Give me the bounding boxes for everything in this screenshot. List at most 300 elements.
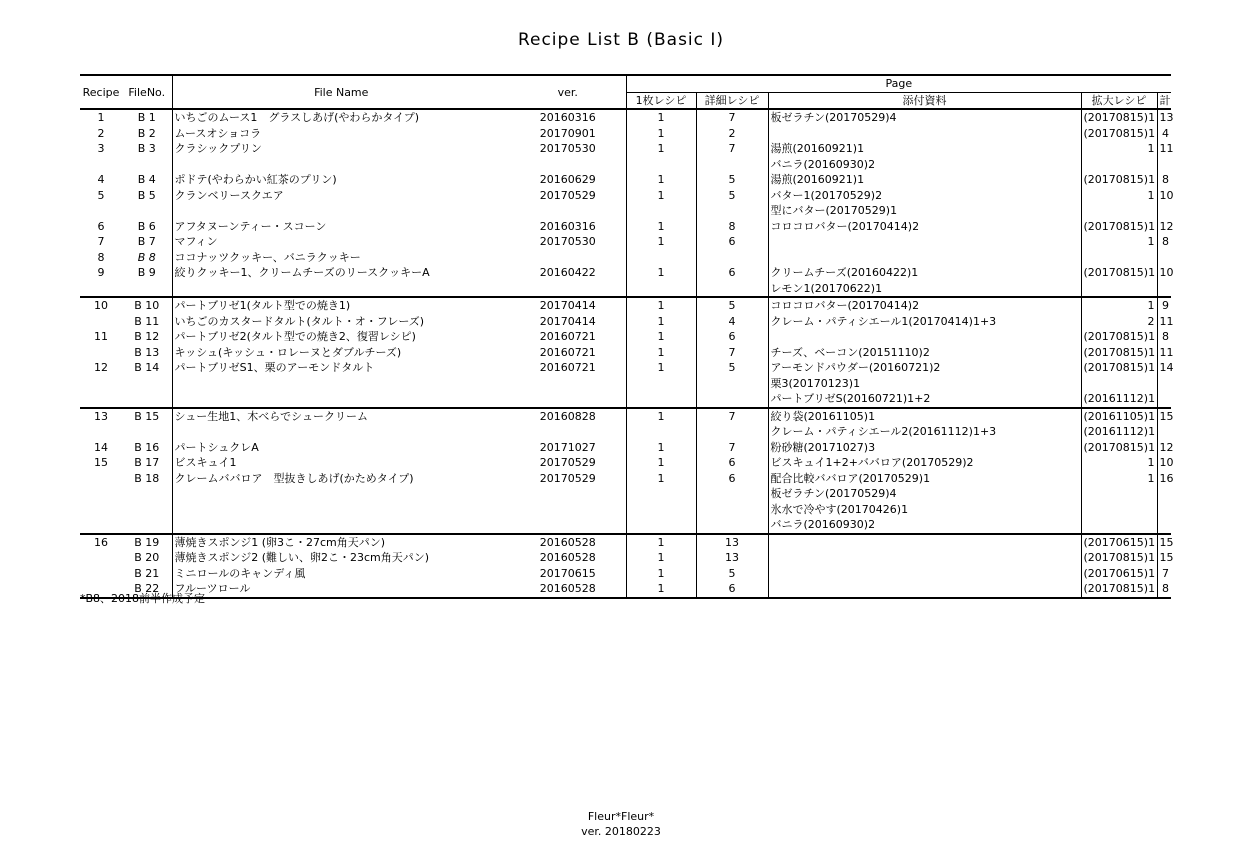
header-ver: ver.: [510, 75, 626, 109]
detail-recipe-pages-cell: 6: [696, 455, 768, 471]
single-recipe-pages-cell: 1: [626, 297, 696, 314]
detail-recipe-pages-cell: 5: [696, 297, 768, 314]
footer-version: ver. 20180223: [581, 825, 661, 838]
file-number-cell: B 12: [134, 330, 160, 344]
file-name-cell: [172, 281, 510, 298]
single-recipe-pages-cell: 1: [626, 534, 696, 551]
version-cell: [510, 517, 626, 534]
attachment-cell: [768, 566, 1081, 582]
detail-recipe-pages-cell: 5: [696, 172, 768, 188]
detail-recipe-pages-cell: [696, 157, 768, 173]
version-cell: 20170529: [539, 456, 596, 470]
attachment-cell: 板ゼラチン(20170529)4: [768, 486, 1081, 502]
attachment-cell: 板ゼラチン(20170529)4: [768, 109, 1081, 126]
file-name-cell: [172, 203, 510, 219]
file-name-cell: ムースオショコラ: [172, 126, 510, 142]
version-cell: 20160721: [539, 345, 596, 359]
recipe-number-cell: [80, 471, 122, 487]
file-name-cell: [172, 376, 510, 392]
detail-recipe-pages-cell: [696, 281, 768, 298]
total-pages-cell: 10: [1157, 455, 1171, 471]
file-number-cell: [122, 203, 172, 219]
file-name-cell: [172, 517, 510, 534]
detail-recipe-pages-cell: 5: [696, 360, 768, 376]
expanded-recipe-cell: (20170815)1: [1081, 581, 1157, 598]
single-recipe-pages-cell: 1: [626, 314, 696, 330]
recipe-number-cell: [80, 376, 122, 392]
footnote: *B8、2018前半作成予定: [80, 592, 206, 605]
recipe-number-cell: 1: [80, 109, 122, 126]
single-recipe-pages-cell: 1: [626, 440, 696, 456]
table-row: [80, 345, 1171, 361]
recipe-number-cell: [80, 566, 122, 582]
version-cell: 20171027: [539, 440, 596, 454]
attachment-cell: [768, 581, 1081, 598]
total-pages-cell: [1157, 203, 1171, 219]
total-pages-cell: 8: [1157, 172, 1171, 188]
expanded-recipe-cell: 1: [1081, 234, 1157, 250]
total-pages-cell: 8: [1157, 329, 1171, 345]
file-number-cell: [122, 157, 172, 173]
file-number-cell: B 19: [122, 534, 172, 551]
attachment-cell: クリームチーズ(20160422)1: [768, 265, 1081, 281]
header-file-name: File Name: [172, 75, 510, 109]
table-row: [80, 109, 1171, 126]
version-cell: 20160721: [539, 330, 596, 344]
detail-recipe-pages-cell: [696, 502, 768, 518]
attachment-cell: クレーム・パティシエール2(20161112)1+3: [768, 424, 1081, 440]
version-cell: 20170530: [539, 142, 596, 156]
file-name-cell: パートシュクレA: [172, 440, 510, 456]
expanded-recipe-cell: (20161112)1: [1081, 391, 1157, 408]
expanded-recipe-cell: (20170815)1: [1081, 440, 1157, 456]
table-row: [80, 203, 1171, 219]
version-cell: [510, 376, 626, 392]
file-name-cell: [172, 502, 510, 518]
attachment-cell: コロコロバター(20170414)2: [768, 297, 1081, 314]
recipe-number-cell: 5: [97, 188, 105, 202]
file-number-cell: [122, 517, 172, 534]
file-number-cell: B 8: [137, 250, 156, 264]
single-recipe-pages-cell: [626, 250, 696, 266]
recipe-number-cell: [80, 203, 122, 219]
file-number-cell: [122, 486, 172, 502]
table-row: [80, 314, 1171, 330]
single-recipe-pages-cell: 1: [626, 219, 696, 235]
total-pages-cell: [1157, 502, 1171, 518]
table-row: [80, 329, 1171, 345]
file-name-cell: いちごのムース1 グラスしあげ(やわらかタイプ): [172, 109, 510, 126]
recipe-number-cell: [80, 424, 122, 440]
table-row: [80, 157, 1171, 173]
recipe-number-cell: 13: [80, 408, 122, 425]
detail-recipe-pages-cell: 7: [696, 345, 768, 361]
total-pages-cell: [1157, 391, 1171, 408]
total-pages-cell: [1157, 424, 1171, 440]
expanded-recipe-cell: (20170815)1: [1081, 345, 1157, 361]
version-cell: 20170901: [539, 126, 596, 140]
expanded-recipe-cell: [1081, 517, 1157, 534]
single-recipe-pages-cell: [626, 203, 696, 219]
total-pages-cell: 16: [1157, 471, 1171, 487]
expanded-recipe-cell: (20170815)1: [1081, 219, 1157, 235]
version-cell: [510, 502, 626, 518]
expanded-recipe-cell: (20170815)1: [1081, 550, 1157, 566]
file-number-cell: B 4: [137, 173, 156, 187]
total-pages-cell: 11: [1157, 314, 1171, 330]
version-cell: 20160721: [539, 361, 596, 375]
header-file-no: FileNo.: [122, 75, 172, 109]
single-recipe-pages-cell: 1: [626, 408, 696, 425]
header-total: 計: [1157, 92, 1171, 109]
file-name-cell: [172, 486, 510, 502]
table-row: [80, 391, 1171, 408]
single-recipe-pages-cell: 1: [626, 566, 696, 582]
detail-recipe-pages-cell: 7: [696, 408, 768, 425]
single-recipe-pages-cell: 1: [626, 188, 696, 204]
file-name-cell: [172, 391, 510, 408]
expanded-recipe-cell: [1081, 203, 1157, 219]
detail-recipe-pages-cell: [696, 203, 768, 219]
file-number-cell: [122, 424, 172, 440]
detail-recipe-pages-cell: 7: [696, 440, 768, 456]
attachment-cell: ビスキュイ1+2+ババロア(20170529)2: [768, 455, 1081, 471]
table-row: [80, 440, 1171, 456]
table-row: [80, 502, 1171, 518]
attachment-cell: [768, 534, 1081, 551]
table-row: [80, 172, 1171, 188]
file-name-cell: 薄焼きスポンジ1 (卵3こ・27cm角天パン): [172, 534, 510, 551]
total-pages-cell: 13: [1157, 109, 1171, 126]
attachment-cell: パートブリゼS(20160721)1+2: [768, 391, 1081, 408]
file-name-cell: 絞りクッキー1、クリームチーズのリースクッキーA: [172, 265, 510, 281]
attachment-cell: 粉砂糖(20171027)3: [768, 440, 1081, 456]
file-name-cell: パートブリゼ2(タルト型での焼き2、復習レシピ): [172, 329, 510, 345]
recipe-number-cell: 2: [97, 126, 105, 140]
file-number-cell: B 7: [137, 235, 156, 249]
table-row: [80, 126, 1171, 142]
detail-recipe-pages-cell: 7: [696, 109, 768, 126]
single-recipe-pages-cell: 1: [626, 329, 696, 345]
recipe-number-cell: [80, 157, 122, 173]
recipe-number-cell: [80, 391, 122, 408]
detail-recipe-pages-cell: [696, 424, 768, 440]
file-number-cell: [122, 502, 172, 518]
attachment-cell: チーズ、ベーコン(20151110)2: [768, 345, 1081, 361]
total-pages-cell: [1157, 517, 1171, 534]
recipe-number-cell: 3: [97, 142, 105, 156]
header-detail-recipe: 詳細レシピ: [696, 92, 768, 109]
attachment-cell: クレーム・パティシエール1(20170414)1+3: [768, 314, 1081, 330]
file-name-cell: ビスキュイ1: [172, 455, 510, 471]
expanded-recipe-cell: (20170815)1: [1081, 172, 1157, 188]
recipe-number-cell: [80, 550, 122, 566]
version-cell: 20160316: [510, 109, 626, 126]
file-number-cell: B 5: [137, 188, 156, 202]
total-pages-cell: [1157, 250, 1171, 266]
table-row: [80, 297, 1171, 314]
detail-recipe-pages-cell: 5: [696, 188, 768, 204]
expanded-recipe-cell: 1: [1081, 471, 1157, 487]
attachment-cell: [768, 329, 1081, 345]
file-number-cell: B 2: [137, 126, 156, 140]
file-number-cell: B 16: [134, 440, 160, 454]
file-name-cell: 薄焼きスポンジ2 (難しい、卵2こ・23cm角天パン): [172, 550, 510, 566]
single-recipe-pages-cell: [626, 486, 696, 502]
file-number-cell: B 13: [134, 345, 160, 359]
single-recipe-pages-cell: 1: [626, 172, 696, 188]
expanded-recipe-cell: [1081, 157, 1157, 173]
file-number-cell: B 14: [134, 361, 160, 375]
total-pages-cell: [1157, 157, 1171, 173]
file-name-cell: ココナッツクッキー、バニラクッキー: [172, 250, 510, 266]
version-cell: 20160528: [510, 581, 626, 598]
version-cell: [510, 250, 626, 266]
file-name-cell: パートブリゼ1(タルト型での焼き1): [172, 297, 510, 314]
recipe-number-cell: 6: [97, 219, 105, 233]
table-row: [80, 250, 1171, 266]
expanded-recipe-cell: (20170815)1: [1081, 360, 1157, 376]
total-pages-cell: [1157, 281, 1171, 298]
recipe-number-cell: 11: [94, 330, 108, 344]
expanded-recipe-cell: 1: [1081, 455, 1157, 471]
file-name-cell: [172, 157, 510, 173]
file-name-cell: ポドテ(やわらかい紅茶のプリン): [172, 172, 510, 188]
total-pages-cell: 8: [1157, 234, 1171, 250]
file-number-cell: B 22: [122, 581, 172, 598]
header-expanded-recipe: 拡大レシピ: [1081, 92, 1157, 109]
expanded-recipe-cell: 1: [1081, 297, 1157, 314]
attachment-cell: 湯煎(20160921)1: [768, 141, 1081, 157]
file-number-cell: B 6: [137, 219, 156, 233]
expanded-recipe-cell: [1081, 502, 1157, 518]
attachment-cell: [768, 550, 1081, 566]
recipe-number-cell: 8: [97, 250, 105, 264]
detail-recipe-pages-cell: 6: [696, 471, 768, 487]
single-recipe-pages-cell: [626, 281, 696, 298]
file-name-cell: クラシックプリン: [172, 141, 510, 157]
attachment-cell: [768, 250, 1081, 266]
total-pages-cell: 15: [1157, 534, 1171, 551]
detail-recipe-pages-cell: 13: [696, 534, 768, 551]
recipe-number-cell: 7: [97, 235, 105, 249]
single-recipe-pages-cell: [626, 157, 696, 173]
file-number-cell: [122, 281, 172, 298]
file-number-cell: B 3: [137, 142, 156, 156]
table-row: [80, 265, 1171, 281]
expanded-recipe-cell: (20170815)1: [1081, 126, 1157, 142]
expanded-recipe-cell: (20170815)1: [1081, 265, 1157, 281]
table-row: [80, 219, 1171, 235]
total-pages-cell: 8: [1157, 581, 1171, 598]
detail-recipe-pages-cell: [696, 250, 768, 266]
attachment-cell: 湯煎(20160921)1: [768, 172, 1081, 188]
detail-recipe-pages-cell: 6: [696, 234, 768, 250]
detail-recipe-pages-cell: 8: [696, 219, 768, 235]
total-pages-cell: [1157, 486, 1171, 502]
file-number-cell: B 17: [134, 456, 160, 470]
detail-recipe-pages-cell: 6: [696, 581, 768, 598]
expanded-recipe-cell: (20170615)1: [1081, 534, 1157, 551]
file-name-cell: キッシュ(キッシュ・ロレーヌとダブルチーズ): [172, 345, 510, 361]
table-row: [80, 550, 1171, 566]
detail-recipe-pages-cell: [696, 376, 768, 392]
footer-brand: Fleur*Fleur*: [587, 810, 655, 823]
table-row: [80, 486, 1171, 502]
total-pages-cell: 14: [1157, 360, 1171, 376]
file-number-cell: B 15: [122, 408, 172, 425]
expanded-recipe-cell: [1081, 250, 1157, 266]
total-pages-cell: 10: [1157, 265, 1171, 281]
expanded-recipe-cell: (20170815)1: [1081, 329, 1157, 345]
single-recipe-pages-cell: 1: [626, 109, 696, 126]
recipe-number-cell: 15: [94, 456, 108, 470]
attachment-cell: 配合比較ババロア(20170529)1: [768, 471, 1081, 487]
version-cell: 20170615: [539, 566, 596, 580]
single-recipe-pages-cell: 1: [626, 126, 696, 142]
total-pages-cell: 12: [1157, 219, 1171, 235]
expanded-recipe-cell: (20161105)1: [1081, 408, 1157, 425]
attachment-cell: バター1(20170529)2: [768, 188, 1081, 204]
recipe-number-cell: 9: [97, 266, 105, 280]
version-cell: [510, 424, 626, 440]
attachment-cell: バニラ(20160930)2: [768, 157, 1081, 173]
total-pages-cell: 11: [1157, 141, 1171, 157]
single-recipe-pages-cell: 1: [626, 471, 696, 487]
expanded-recipe-cell: 1: [1081, 141, 1157, 157]
table-row: [80, 234, 1171, 250]
detail-recipe-pages-cell: [696, 391, 768, 408]
table-row: [80, 188, 1171, 204]
single-recipe-pages-cell: 1: [626, 581, 696, 598]
table-row: [80, 408, 1171, 425]
version-cell: 20170414: [510, 297, 626, 314]
attachment-cell: 絞り袋(20161105)1: [768, 408, 1081, 425]
file-name-cell: パートブリゼS1、栗のアーモンドタルト: [172, 360, 510, 376]
single-recipe-pages-cell: 1: [626, 550, 696, 566]
attachment-cell: コロコロバター(20170414)2: [768, 219, 1081, 235]
file-name-cell: ミニロールのキャンディ風: [172, 566, 510, 582]
expanded-recipe-cell: 1: [1081, 188, 1157, 204]
table-row: [80, 141, 1171, 157]
version-cell: [510, 157, 626, 173]
recipe-table: [80, 74, 1174, 599]
version-cell: 20160528: [539, 551, 596, 565]
recipe-number-cell: 12: [94, 361, 108, 375]
expanded-recipe-cell: [1081, 281, 1157, 298]
file-name-cell: マフィン: [172, 234, 510, 250]
total-pages-cell: 12: [1157, 440, 1171, 456]
recipe-number-cell: [80, 517, 122, 534]
recipe-number-cell: [80, 345, 122, 361]
attachment-cell: [768, 234, 1081, 250]
version-cell: [510, 281, 626, 298]
attachment-cell: バニラ(20160930)2: [768, 517, 1081, 534]
detail-recipe-pages-cell: 6: [696, 265, 768, 281]
version-cell: [510, 486, 626, 502]
single-recipe-pages-cell: [626, 391, 696, 408]
file-number-cell: B 1: [122, 109, 172, 126]
table-row: [80, 517, 1171, 534]
single-recipe-pages-cell: [626, 376, 696, 392]
version-cell: 20160528: [510, 534, 626, 551]
expanded-recipe-cell: 2: [1081, 314, 1157, 330]
version-cell: [510, 391, 626, 408]
version-cell: 20160422: [539, 266, 596, 280]
single-recipe-pages-cell: [626, 502, 696, 518]
header-recipe: Recipe: [80, 75, 122, 109]
file-number-cell: [122, 376, 172, 392]
detail-recipe-pages-cell: 5: [696, 566, 768, 582]
version-cell: [510, 203, 626, 219]
version-cell: 20160629: [539, 173, 596, 187]
detail-recipe-pages-cell: [696, 517, 768, 534]
total-pages-cell: 9: [1157, 297, 1171, 314]
recipe-number-cell: 14: [94, 440, 108, 454]
file-number-cell: B 11: [134, 314, 160, 328]
table-row: [80, 281, 1171, 298]
attachment-cell: アーモンドパウダー(20160721)2: [768, 360, 1081, 376]
file-name-cell: クレームババロア 型抜きしあげ(かためタイプ): [172, 471, 510, 487]
version-cell: 20160828: [510, 408, 626, 425]
recipe-number-cell: [80, 502, 122, 518]
single-recipe-pages-cell: 1: [626, 345, 696, 361]
table-row: [80, 534, 1171, 551]
expanded-recipe-cell: (20170815)1: [1081, 109, 1157, 126]
total-pages-cell: 10: [1157, 188, 1171, 204]
file-number-cell: B 21: [134, 566, 160, 580]
header-single-recipe: 1枚レシピ: [626, 92, 696, 109]
single-recipe-pages-cell: [626, 424, 696, 440]
expanded-recipe-cell: (20170615)1: [1081, 566, 1157, 582]
table-row: [80, 360, 1171, 376]
total-pages-cell: 15: [1157, 408, 1171, 425]
file-name-cell: フルーツロール: [172, 581, 510, 598]
attachment-cell: [768, 126, 1081, 142]
detail-recipe-pages-cell: 7: [696, 141, 768, 157]
file-name-cell: いちごのカスタードタルト(タルト・オ・フレーズ): [172, 314, 510, 330]
detail-recipe-pages-cell: 13: [696, 550, 768, 566]
table-row: [80, 455, 1171, 471]
file-number-cell: [122, 391, 172, 408]
file-number-cell: B 9: [137, 266, 156, 280]
recipe-number-cell: 4: [97, 173, 105, 187]
attachment-cell: 氷水で冷やす(20170426)1: [768, 502, 1081, 518]
detail-recipe-pages-cell: 4: [696, 314, 768, 330]
table-row: [80, 424, 1171, 440]
expanded-recipe-cell: [1081, 486, 1157, 502]
version-cell: 20170529: [539, 188, 596, 202]
expanded-recipe-cell: [1081, 376, 1157, 392]
detail-recipe-pages-cell: [696, 486, 768, 502]
recipe-number-cell: [80, 486, 122, 502]
file-name-cell: クランベリースクエア: [172, 188, 510, 204]
recipe-number-cell: [80, 281, 122, 298]
version-cell: 20170414: [539, 314, 596, 328]
page-title: Recipe List B (Basic I): [517, 30, 725, 50]
total-pages-cell: 15: [1157, 550, 1171, 566]
version-cell: 20170530: [539, 235, 596, 249]
recipe-number-cell: 10: [80, 297, 122, 314]
expanded-recipe-cell: (20161112)1: [1081, 424, 1157, 440]
file-name-cell: シュー生地1、木べらでシュークリーム: [172, 408, 510, 425]
table-row: [80, 376, 1171, 392]
single-recipe-pages-cell: [626, 517, 696, 534]
single-recipe-pages-cell: 1: [626, 265, 696, 281]
total-pages-cell: 4: [1157, 126, 1171, 142]
attachment-cell: 栗3(20170123)1: [768, 376, 1081, 392]
attachment-cell: 型にバター(20170529)1: [768, 203, 1081, 219]
